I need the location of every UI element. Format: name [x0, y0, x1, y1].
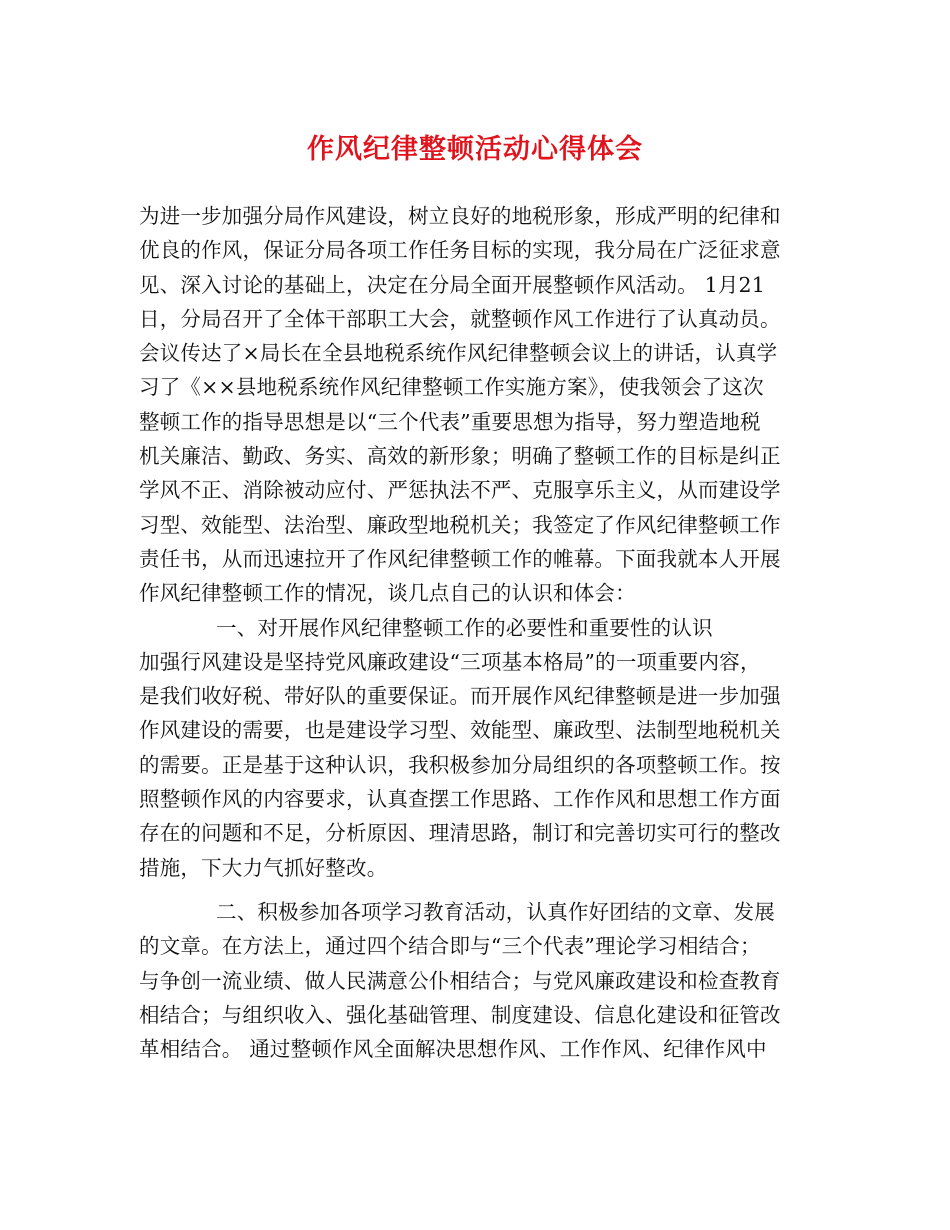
body-line: 见、深入讨论的基础上，决定在分局全面开展整顿作风活动。 1月21 [139, 272, 766, 297]
body-line: 的文章。在方法上，通过四个结合即与“三个代表”理论学习相结合； [139, 934, 761, 959]
paragraph-gap [139, 885, 819, 895]
body-line: 机关廉洁、勤政、务实、高效的新形象；明确了整顿工作的目标是纠正 [139, 444, 781, 469]
body-line: 与争创一流业绩、做人民满意公仆相结合；与党风廉政建设和检查教育 [139, 968, 781, 993]
body-line: 的需要。正是基于这种认识，我积极参加分局组织的各项整顿工作。按 [139, 752, 781, 777]
body-line: 照整顿作风的内容要求，认真查摆工作思路、工作作风和思想工作方面 [139, 787, 781, 812]
body-line: 措施，下大力气抓好整改。 [139, 855, 388, 880]
section-heading-1: 一、对开展作风纪律整顿工作的必要性和重要性的认识 [216, 615, 713, 640]
body-line: 习型、效能型、法治型、廉政型地税机关；我签定了作风纪律整顿工作 [139, 512, 781, 537]
body-line: 作风纪律整顿工作的情况，谈几点自己的认识和体会： [139, 581, 636, 606]
body-line: 优良的作风，保证分局各项工作任务目标的实现，我分局在广泛征求意 [139, 238, 781, 263]
body-line: 作风建设的需要，也是建设学习型、效能型、廉政型、法制型地税机关 [139, 718, 781, 743]
body-line: 会议传达了×局长在全县地税系统作风纪律整顿会议上的讲话，认真学 [139, 341, 778, 366]
body-line: 整顿工作的指导思想是以“三个代表”重要思想为指导，努力塑造地税 [139, 409, 761, 434]
body-line: 是我们收好税、带好队的重要保证。而开展作风纪律整顿是进一步加强 [139, 684, 781, 709]
body-line: 习了《××县地税系统作风纪律整顿工作实施方案》，使我领会了这次 [139, 375, 764, 400]
body-line: 学风不正、消除被动应付、严惩执法不严、克服享乐主义，从而建设学 [139, 478, 781, 503]
body-line: 存在的问题和不足，分析原因、理清思路，制订和完善切实可行的整改 [139, 821, 781, 846]
body-line: 日，分局召开了全体干部职工大会，就整顿作风工作进行了认真动员。 [139, 306, 781, 331]
body-line: 相结合；与组织收入、强化基础管理、制度建设、信息化建设和征管改 [139, 1002, 781, 1027]
body-line: 加强行风建设是坚持党风廉政建设“三项基本格局”的一项重要内容， [139, 649, 761, 674]
body-line: 革相结合。 通过整顿作风全面解决思想作风、工作作风、纪律作风中 [139, 1037, 767, 1062]
body-line: 为进一步加强分局作风建设，树立良好的地税形象，形成严明的纪律和 [139, 204, 781, 228]
document-title: 作风纪律整顿活动心得体会 [307, 134, 643, 165]
body-line: 责任书，从而迅速拉开了作风纪律整顿工作的帷幕。下面我就本人开展 [139, 546, 781, 571]
section-heading-2: 二、积极参加各项学习教育活动，认真作好团结的文章、发展 [216, 899, 775, 924]
document-body [139, 199, 819, 1066]
